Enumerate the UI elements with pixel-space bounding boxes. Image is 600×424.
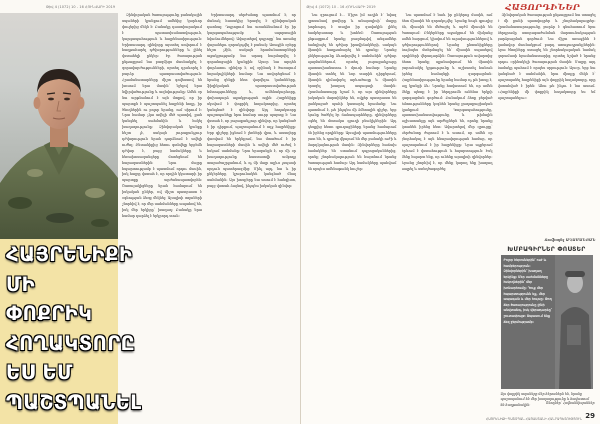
right-column-3 [498,13,596,234]
left-column-1 [122,13,202,419]
page-number: 29 [585,412,595,420]
signature: Ծնողներ՝ Հովհաննիսյաններ [545,401,595,405]
right-column-2 [402,13,493,415]
soldier-portrait [0,13,118,239]
box-title: ԽՄԲԱԳԻՐՆԵՐ ՓՈՍՏԵՐ [507,246,586,253]
left-column-2-text: Երիտասարդ սերժանտը պատմում է, որ մանուկ հասակից երազել է զինվորական դառնալ։ Դպրոցում նա առանձնանում էր իր կարգապահությամբ և սպորտային նվաճումներով։ Ավարտելով դպրոցը՝ նա առանց վարանելու զորակոչվել է բանակ։ Առաջին օրերը հեշտ չէին, սակայն հրամանատարների աջակցությամբ նա արագ հարմարվել է զորանոցային կյանքին։ Այսօր նա արդեն փորձառու զինվոր է, ով օրինակ է ծառայում նորակոչիկների համար։ Նա սովորեցնում է նրանց զենքի հետ վարվելու կանոնները, ֆիզիկական պատրաստվածության հմտությունները և, ամենակարևորը, փոխադարձ աջակցության ոգին։ Հայրենիքը սկսվում է փոքրիկ հողակտորից, որտեղ կանգնած է զինվորը։ Այդ հողակտորը պաշտպանելը նրա համար սուրբ պարտք է։ Նա վստահ է, որ յուրաքանչյուր զինվոր, որ կանգնած է իր դիրքում, պաշտպանում է ողջ հայրենիքը։ Երբ գիշերը իջնում է լեռների վրա, և աստղերը վառվում են երկնքում, նա մտածում է իր հարազատների մասին և ավելի մեծ ուժով է հսկում սահմանը։ Նրա երազանքն է, որ մի օր խաղաղությունը հաստատվի ամբողջ տարածաշրջանում, և ոչ մի մայր այլևս չսպասի որդուն պատերազմից։ Մինչ այդ, նա և իր ընկերները կշարունակեն կանգնած մնալ սահմանին։ Այս խոսքերը նա ասում է հանգիստ, բայց վստահ ձայնով, ինչպես իսկական զինվոր։ [207,13,296,189]
right-column-2-text: Նա պատմում է նաև իր ընկերոջ մասին, ում հետ միասին են զորակոչվել։ Նրանք նույն գյուղից են, միասին են մեծացել և այժմ միասին են ծառայում։ Ընկերները աջակցում են միմյանց ամեն հարցում, կիսվում են ուրախություններով և դժվարություններով։ Նրանց ընտանիքները նույնպես մտերմացել են՝ միասին սպասելով որդիների վերադարձին։ Ծառայության ավարտից հետո նրանք պլանավորում են միասին շարունակել կրթությունը և աշխատել հանուն իրենց համայնքի զարգացման։ Հայրենասիրությունը նրանց համար ոչ թե խոսք է, այլ կյանքի ձև։ Նրանք հավատում են, որ ամեն մեկը պետք է իր ներդրումն ունենա երկրի զարգացման գործում։ Բանակում ձեռք բերված հմտությունները կօգնեն նրանց քաղաքացիական կյանքում։ Կարգապահությունը, պատասխանատվությունը և թիմային աշխատանքը այն արժեքներն են, որոնք նրանք կտանեն իրենց հետ։ Ավարտելով մեր զրույցը՝ սերժանտը ժպտում է և ասում, որ ամեն օր շնորհակալ է այն հնարավորության համար, որ պաշտպանում է իր հայրենիքը։ Նրա աչքերում երևում է վստահություն և հպարտություն։ Իսկ մենք հպարտ ենք, որ ունենք այսպիսի զինվորներ։ Նրանց շնորհիվ է, որ մենք կարող ենք խաղաղ ապրել և ստեղծագործել։ [401,13,493,171]
left-column-2 [207,13,296,419]
dedication-box [501,255,593,389]
article-headline: ՀԱՅՐԵՆԻՔԻ ՄԻ ՓՈՔՐԻԿ ՀՈՂԱԿՏՈՐԸ ԵՍ ԵՄ ՊԱՇՏՊԱՆԵԼ [6,243,142,414]
dedication-text: Բոլոր հերոսներին՝ ուժ և համբերություն։ Զինվորներին՝ խաղաղ երկինք։ Մեր սահմանները հսկողներին՝ մեր խոնարհումը։ Դուք մեր հպարտությունն եք, մեր ապագան և մեր հույսը։ Թող ձեր ծառայությունը լինի անվտանգ, իսկ վերադարձը՝ շուտափույթ։ Սպասում ենք ձեզ ջերմությամբ։ [503,258,552,324]
right-page [301,0,600,424]
soldier-silhouette-image [555,255,593,389]
right-column-1-text: Նա զրուցում է... Միշտ իմ ուղին է՝ նվազ զբոսանավ ցավերը և անայսպիսի՝ մայրը խորհուրդ է տալիս իր զավակին լինել համբերատար և խոհեմ։ Ծառայության ընթացքում նրանք բազմաթիվ անգամներ հանդիպել են դժվար իրավիճակների, սակայն միասին հաղթահարել են դրանք։ Նրանց ընկերությունը ձևավորվել է սահմանին՝ դժվար պայմաններում, որտեղ յուրաքանչյուրը պատասխանատու է մյուսի համար։ Նրանք միասին տոնել են Նոր տարին դիրքերում, միասին դիմավորել արևածագը և միասին երազել խաղաղ ապագայի մասին։ Հրամանատարը նշում է, որ այս զինվորները իսկական մարտիկներ են, ովքեր պատրաստ են ցանկացած պահի կատարել հրամանը։ Նա պատմում է, թե ինչպես մի ձմեռային գիշեր, երբ ձյունը ծածկել էր ճանապարհները, զինվորները օգնել են մոտակա գյուղի բնակիչներին։ Այդ դեպքից հետո գյուղացիները նրանց համարում են իրենց որդիները։ Այսպիսի պատմությունները շատ են, և դրանք վկայում են մեր բանակի ուժի և մարդկայնության մասին։ Զինվորները հաճախ նամակներ են ստանում դպրոցականներից, որոնք շնորհակալություն են հայտնում նրանց ծառայության համար։ Այդ նամակները պահվում են որպես ամենաթանկ հուշեր։ [307,13,397,171]
right-column-3-text: Զինվորական ծառայության ընթացքում նա ստացել է մի քանի պատվոգրեր և շնորհակալագրեր։ Հրամանատարությունը բարձր է գնահատում նրա ներդրումը ստորաբաժանման մարտունակության բարձրացման գործում։ Նա միշտ առաջինն է կամավոր մասնակցում բարդ առաջադրանքներին։ Նրա ծնողները ստացել են շնորհակալական նամակ զորամասի հրամանատարից, որտեղ նշված է նրանց որդու օրինակելի ծառայության մասին։ Մայրը այդ նամակը պահում է որպես սրբություն։ Այսօր, երբ նա կանգնած է սահմանին, նրա միտքը մեկն է՝ պաշտպանել հայրենիքի այն փոքրիկ հողակտորը, որը վստահված է իրեն։ Ահա թե ինչու է նա ասում. «Հայրենիքի մի փոքրիկ հողակտորը ես եմ պաշտպանելու»։ [497,13,596,100]
right-column-1 [308,13,397,415]
author-caption: Ռաֆայել ԱՂԱՄԱՆՅԱՆ [544,238,596,242]
soldier-portrait-graphic [0,13,118,239]
right-page-header: Թիվ 4 (1072) 10 - 16 ՀՈՒՆՎԱՐԻ 2019 [306,5,376,9]
left-page-header: Թիվ 4 (1072) 10 - 16 ՀՈՒՆՎԱՐԻ 2019 [46,5,116,9]
dedication-note: Այս փոքրիկ տղաները մեր հերոսներն են, նրանք պաշտպանում են մեր խաղաղությունը և հավատում են հաղթանակին։ [500,392,590,407]
section-logo: ՀԱՅՈՐԴԻՆԵՐ [505,3,580,13]
page-footer: ՀԱՅՐԵՆԻՔԻ ՊԱՇՏՊԱՆ ՀԱՅԱՍՏԱՆԻ ՀԱՆՐԱՊԵՏՈՒԹՅՈՒՆ [485,417,582,421]
left-column-1-text: Զինվորական ծառայությունը բանակային սպաների կյանքում ամենից կարևոր փուլերից մեկն է։ Բանակը դաստիարակում է պատասխանատվություն, կարգապահություն և հայրենասիրություն։ Երիտասարդ զինվորը այստեղ սովորում է հաղթահարել դժվարությունները և լինել վստահելի ընկեր։ Իր ծառայության ընթացքում նա բազմիցս մասնակցել է զորավարժությունների, որտեղ դրսևորել է բարձր պատրաստվածություն։ Հրամանատարները միշտ գովեստով են խոսում նրա մասին՝ նշելով նրա նվիրվածությունը և ազնվությունը։ Ամեն օր նա արթնանում է այն մտքով, որ իր պարտքն է պաշտպանել հայրենի հողը, իր ծնողներին ու բոլոր նրանց, ում սիրում է։ Նրա համար չկա ավելի մեծ պատիվ, քան կանգնել սահմանին և հսկել խաղաղությունը։ Զինվորական կյանքը հեշտ չէ, սակայն յուրաքանչյուր դժվարություն նրան դարձնում է ավելի ուժեղ։ Ընտանիքից հեռու գտնվելը երբեմն դժվար է, բայց նամակները և հեռախոսազանգերը մոտեցնում են հարազատներին։ Նրա մայրը հպարտությամբ է պատմում որդու մասին, իսկ հայրը վստահ է, որ որդին կկատարի իր պարտքը արժանապատվորեն։ Ծառայակիցները նրան համարում են իսկական ընկեր, ով միշտ պատրաստ է օգնության ձեռք մեկնել։ Այսպիսի տղաների շնորհիվ է, որ մեր սահմանները ապահով են, իսկ մեր երկիրը՝ խաղաղ։ Բանակը նրա համար դարձել է երկրորդ տուն։ [122,13,202,218]
